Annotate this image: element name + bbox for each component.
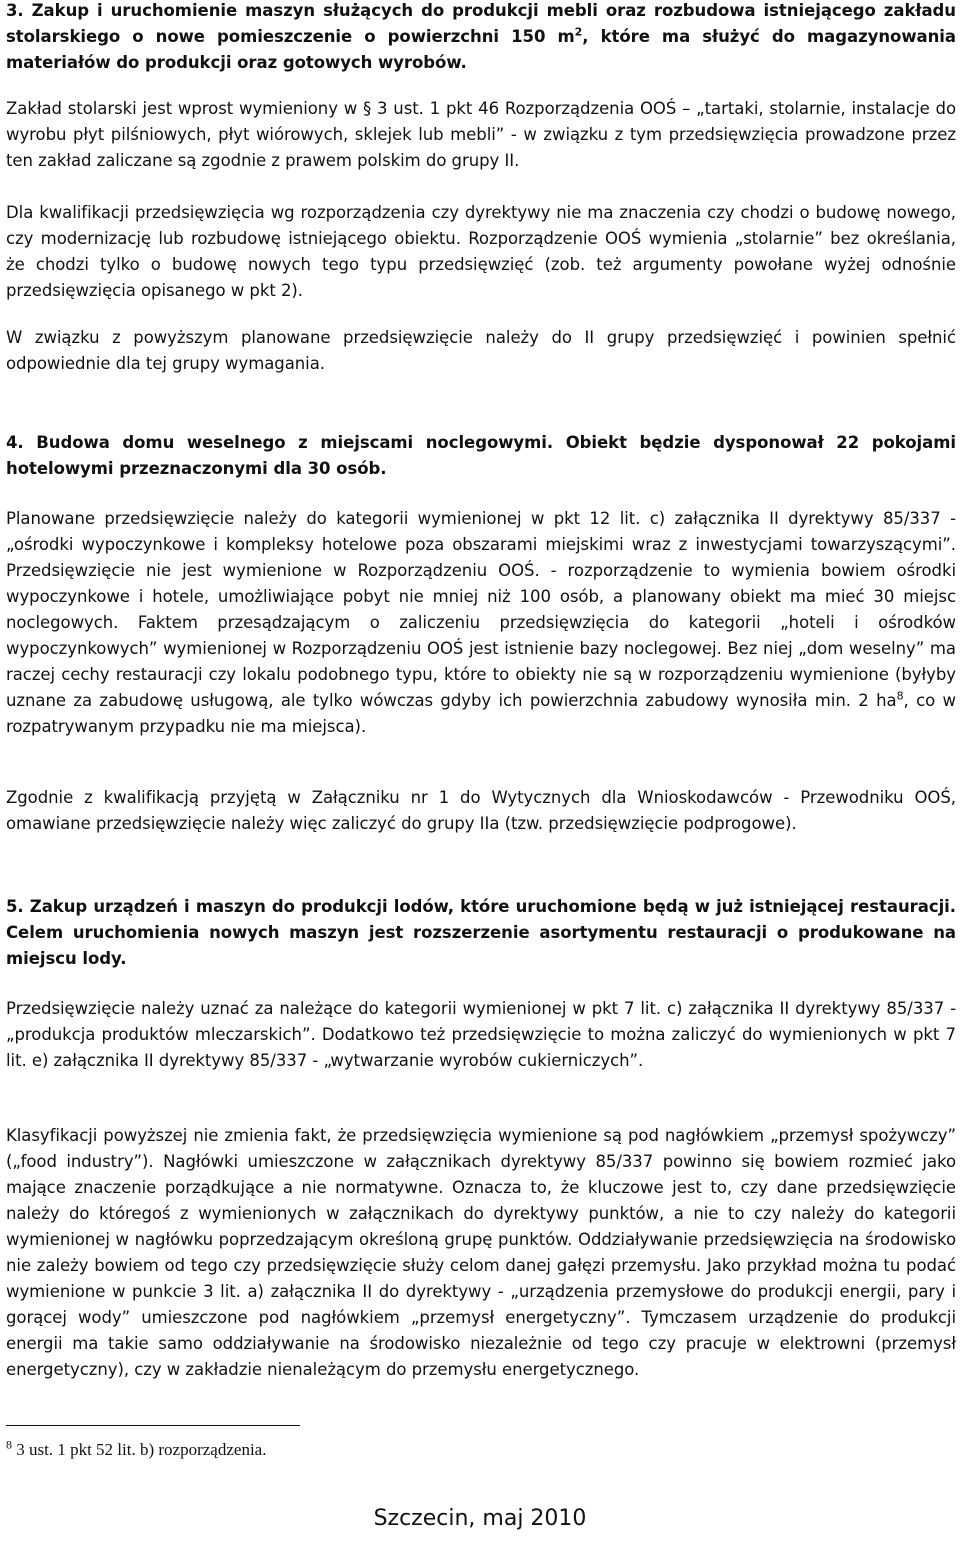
page-footer xyxy=(0,1506,960,1531)
footnote-mark: 8 xyxy=(6,1437,12,1452)
section-3-paragraph-3: W związku z powyższym planowane przedsięwzięcie należy do II grupy przedsięwzięć i powinien spełnić odpowiednie dla tej grupy wymagania. xyxy=(6,328,956,373)
section-5-heading: 5. Zakup urządzeń i maszyn do produkcji lodów, które uruchomione będą w już istniejącej restauracji. Celem uruchomienia nowych maszyn jest rozszerzenie asortymentu restauracji o produkowane na miejscu lody. xyxy=(6,897,956,968)
section-5-paragraph-2: Klasyfikacji powyższej nie zmienia fakt, że przedsięwzięcia wymienione są pod nagłówkiem „przemysł spożywczy” („food industry”). Nagłówki umieszczone w załącznikach dyrektywy 85/337 powinno się bowiem rozmieć jako mające znaczenie porządkujące a nie normatywne. Oznacza to, że kluczowe jest to, czy dane przedsięwzięcie należy do któregoś z wymienionych w załącznikach do dyrektywy punktów, a nie to czy należy do kategorii wymienionej w nagłówku poprzedzającym określoną grupę punktów. Oddziaływanie przedsięwzięcia na środowisko nie zależy bowiem od tego czy przedsięwzięcie służy celom danej gałęzi przemysłu. Jako przykład można tu podać wymienione w punkcie 3 lit. a) załącznika II do dyrektywy - „urządzenia przemysłowe do produkcji energii, pary i gorącej wody” umieszczone pod nagłówkiem „przemysł energetyczny”. Tymczasem urządzenie do produkcji energii ma takie samo oddziaływanie na środowisko niezależnie od tego czy pracuje w elektrowni (przemysł energetyczny), czy w zakładzie nienależącym do przemysłu energetycznego. xyxy=(6,1126,956,1379)
section-3-heading-text: 3. Zakup i uruchomienie maszyn służących do produkcji mebli oraz rozbudowa istniejącego zakładu stolarskiego o nowe pomieszczenie o powierzchni 150 m xyxy=(6,1,956,46)
section-3-paragraph-2: Dla kwalifikacji przedsięwzięcia wg rozporządzenia czy dyrektywy nie ma znaczenia czy chodzi o budowę nowego, czy modernizację lub rozbudowę istniejącego obiektu. Rozporządzenie OOŚ wymienia „stolarnie” bez określania, że chodzi tylko o budowę nowych tego typu przedsięwzięć (zob. też argumenty powołane wyżej odnośnie przedsięwzięcia opisanego w pkt 2). xyxy=(6,203,956,300)
section-4-paragraph-2: Zgodnie z kwalifikacją przyjętą w Załączniku nr 1 do Wytycznych dla Wnioskodawców - Przewodniku OOŚ, omawiane przedsięwzięcie należy więc zaliczyć do grupy IIa (tzw. przedsięwzięcie podprogowe). xyxy=(6,788,956,833)
section-4-paragraph-1 xyxy=(6,506,956,740)
section-3-paragraph-1: Zakład stolarski jest wprost wymieniony w § 3 ust. 1 pkt 46 Rozporządzenia OOŚ – „tartaki, stolarnie, instalacje do wyrobu płyt pilśniowych, płyt wiórowych, sklejek lub mebli” - w związku z tym przedsięwzięcia prowadzone przez ten zakład zaliczane są zgodnie z prawem polskim do grupy II. xyxy=(6,99,956,170)
superscript-2: 2 xyxy=(574,25,583,39)
section-4-paragraph-1-text-end: , co w rozpatrywanym przypadku nie ma miejsca). xyxy=(6,691,956,736)
section-3-heading xyxy=(6,0,956,76)
footnote-reference[interactable]: 8 xyxy=(896,689,904,703)
section-4-paragraph-1-text: Planowane przedsięwzięcie należy do kategorii wymienionej w pkt 12 lit. c) załącznika II dyrektywy 85/337 - „ośrodki wypoczynkowe i kompleksy hotelowe poza obszarami miejskimi wraz z inwestycjami towarzyszącymi”. Przedsięwzięcie nie jest wymienione w Rozporządzeniu OOŚ. - rozporządzenie to wymienia bowiem ośrodki wypoczynkowe i hotele, umożliwiające pobyt nie mniej niż 100 osób, a planowany obiekt ma mieć 30 miejsc noclegowych. Faktem przesądzającym o zaliczeniu przedsięwzięcia do kategorii „hoteli i ośrodków wypoczynkowych” wymienionej w Rozporządzeniu OOŚ jest istnienie bazy noclegowej. Bez niej „dom weselny” ma raczej cechy restauracji czy lokalu podobnego typu, które to obiekty nie są w rozporządzeniu wymienione (byłyby uznane za zabudowę usługową, ale tylko wówczas gdyby ich powierzchnia zabudowy wynosiła min. 2 ha xyxy=(6,509,956,710)
footnote-divider xyxy=(6,1425,300,1426)
section-5-paragraph-1: Przedsięwzięcie należy uznać za należące do kategorii wymienionej w pkt 7 lit. c) załącznika II dyrektywy 85/337 - „produkcja produktów mleczarskich”. Dodatkowo też przedsięwzięcie to można zaliczyć do wymienionych w pkt 7 lit. e) załącznika II dyrektywy 85/337 - „wytwarzanie wyrobów cukierniczych”. xyxy=(6,999,956,1070)
footnote xyxy=(6,1437,267,1460)
footnote-text: 3 ust. 1 pkt 52 lit. b) rozporządzenia. xyxy=(12,1440,267,1459)
footer-text: Szczecin, maj 2010 xyxy=(373,1506,587,1531)
section-4-heading: 4. Budowa domu weselnego z miejscami noclegowymi. Obiekt będzie dysponował 22 pokojami hotelowymi przeznaczonymi dla 30 osób. xyxy=(6,433,956,478)
section-3-heading-text-end: , które ma służyć do magazynowania materiałów do produkcji oraz gotowych wyrobów. xyxy=(6,27,957,72)
